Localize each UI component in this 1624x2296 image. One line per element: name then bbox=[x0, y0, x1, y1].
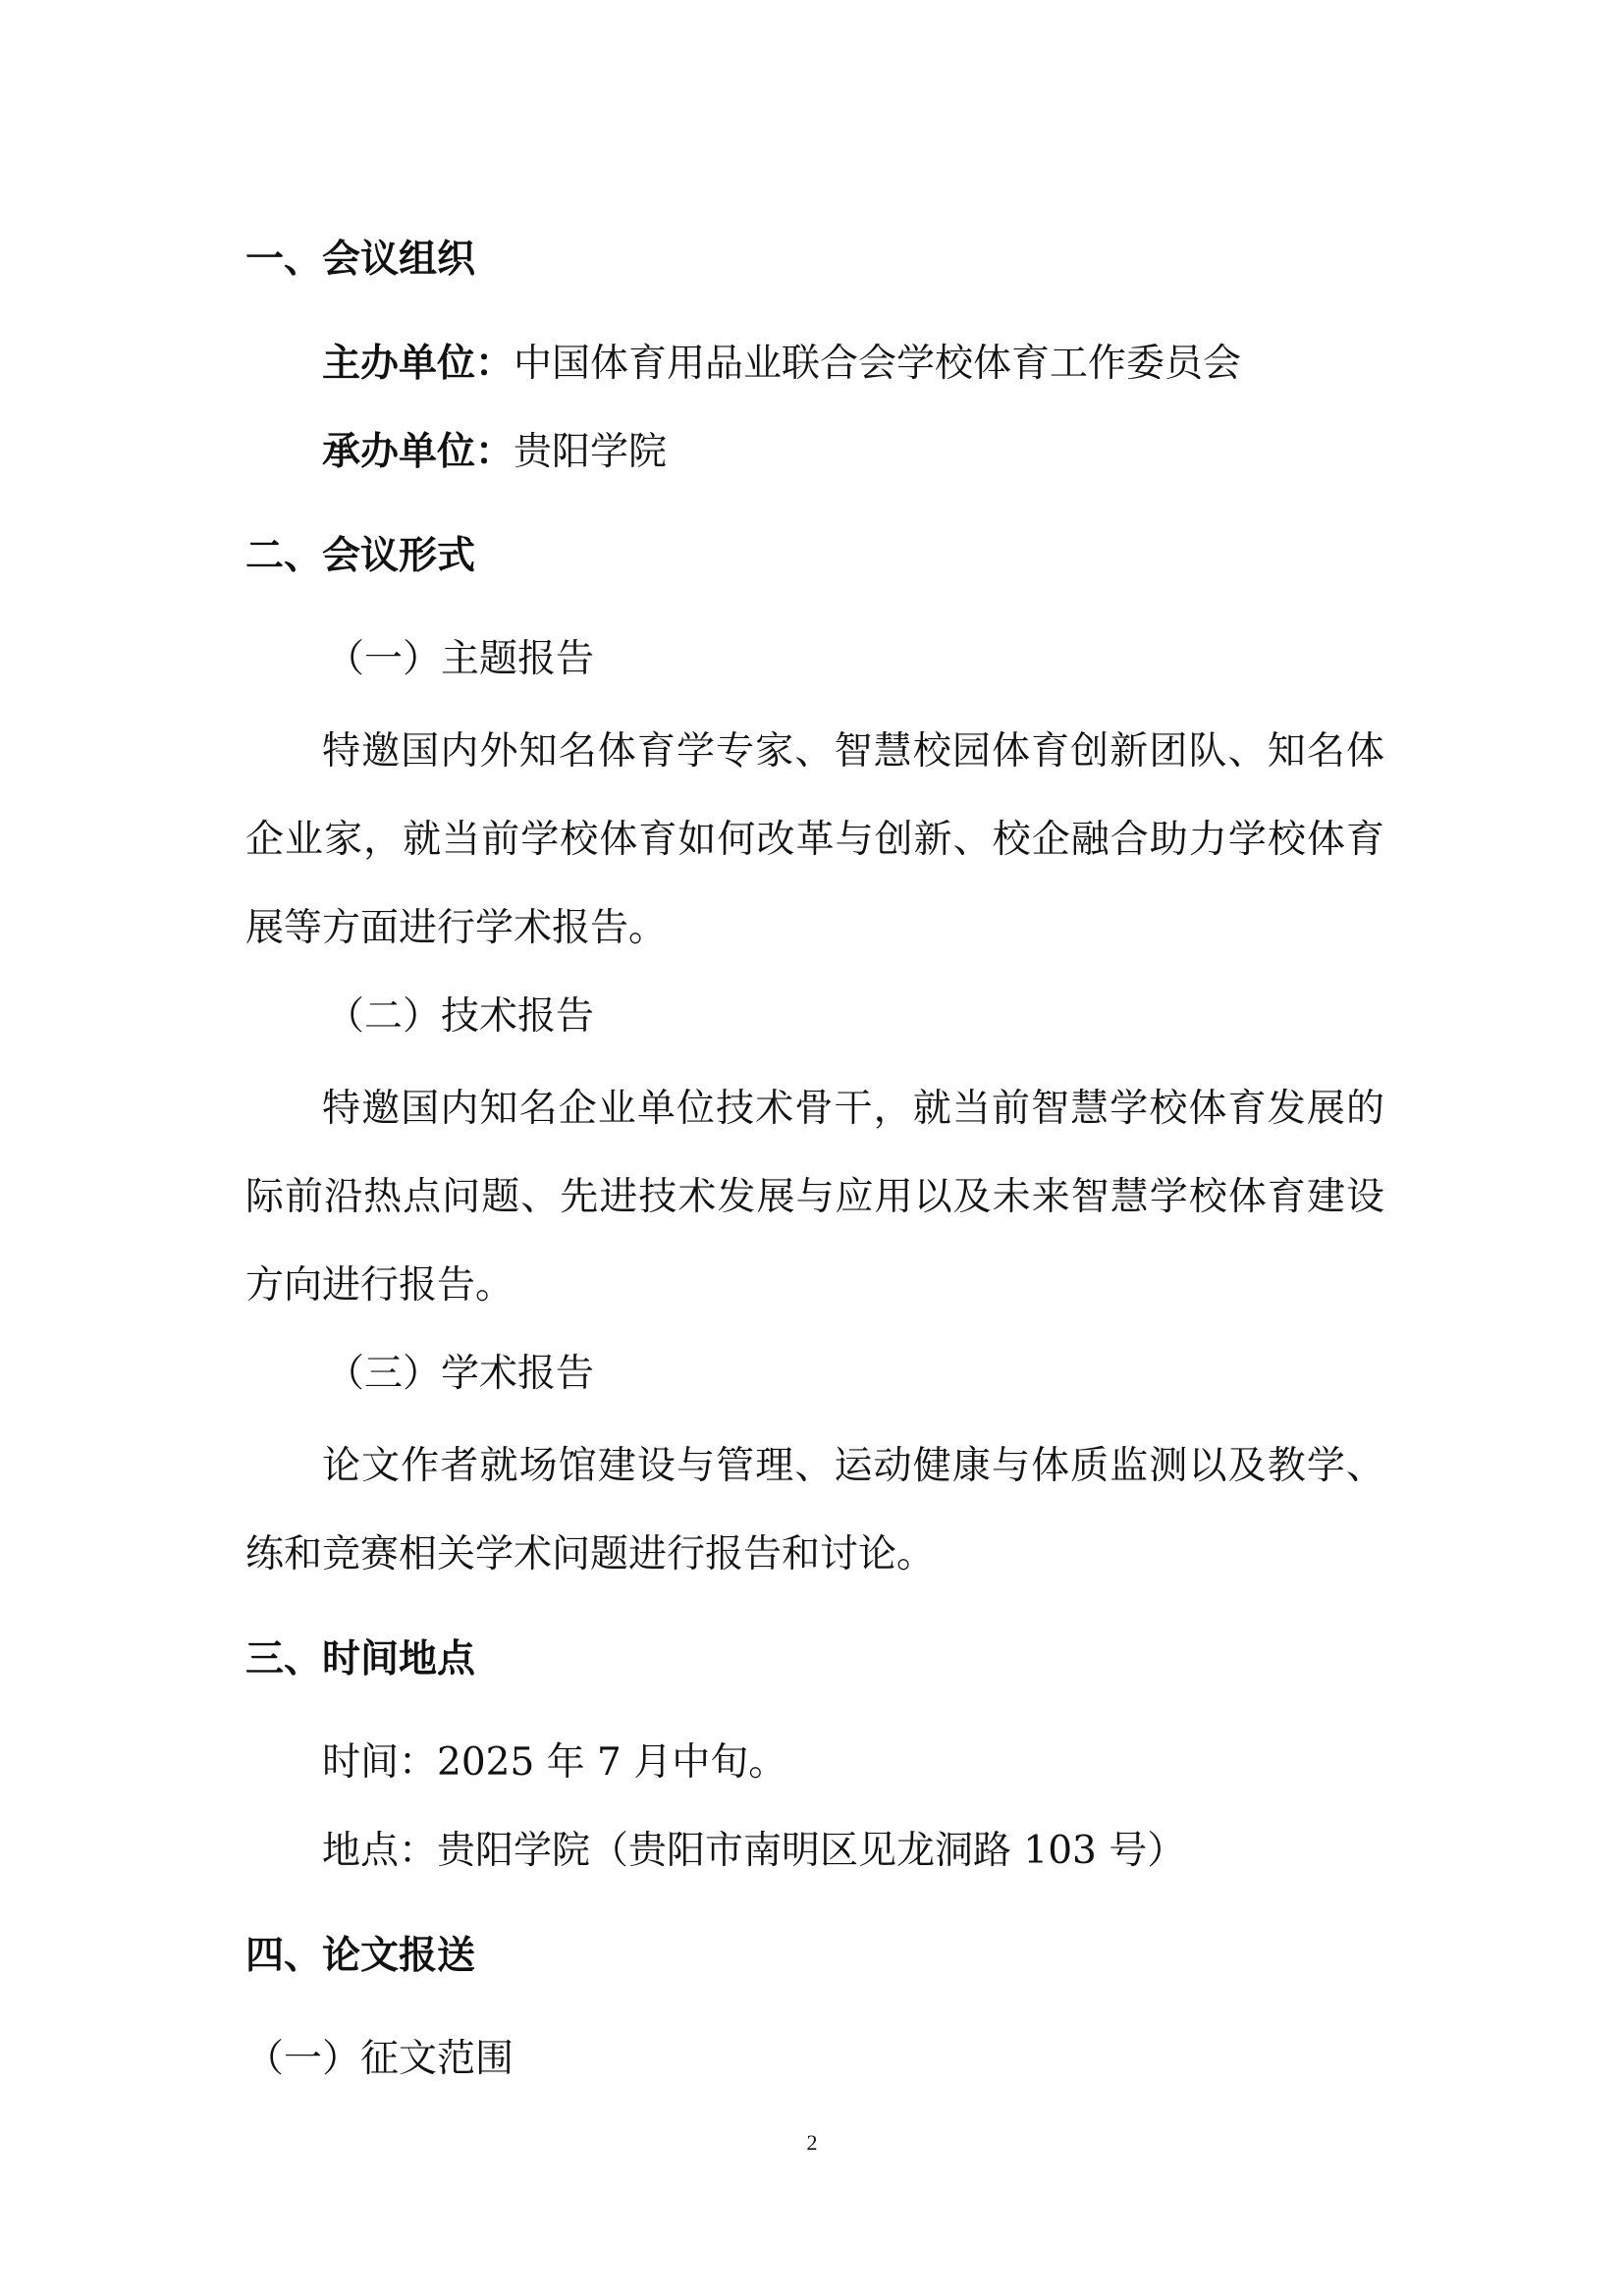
paragraph-academic-line-2: 练和竞赛相关学术问题进行报告和讨论。 bbox=[245, 1532, 936, 1576]
section-heading-format: 二、会议形式 bbox=[245, 533, 476, 578]
organizer-label: 主办单位： bbox=[322, 341, 514, 386]
host-label: 承办单位： bbox=[322, 429, 514, 474]
subheading-academic: （三）学术报告 bbox=[326, 1352, 595, 1396]
paragraph-keynote-line-1: 特邀国内外知名体育学专家、智慧校园体育创新团队、知名体 bbox=[322, 729, 1384, 774]
organizer-line bbox=[322, 334, 1241, 394]
section-heading-time-place: 三、时间地点 bbox=[245, 1636, 476, 1682]
subheading-keynote: （一）主题报告 bbox=[326, 637, 595, 681]
place-line: 地点：贵阳学院（贵阳市南明区见龙洞路 103 号） bbox=[322, 1829, 1186, 1873]
paragraph-technical-line-3: 方向进行报告。 bbox=[245, 1263, 514, 1308]
paragraph-academic-line-1: 论文作者就场馆建设与管理、运动健康与体质监测以及教学、 bbox=[322, 1444, 1384, 1488]
page-number: 2 bbox=[806, 2130, 818, 2155]
host-value: 贵阳学院 bbox=[514, 430, 668, 474]
subheading-technical: （二）技术报告 bbox=[326, 994, 595, 1039]
host-line bbox=[322, 422, 667, 482]
paragraph-technical-line-2: 际前沿热点问题、先进技术发展与应用以及未来智慧学校体育建设 bbox=[245, 1175, 1384, 1219]
section-heading-submission: 四、论文报送 bbox=[245, 1933, 476, 1978]
paragraph-technical-line-1: 特邀国内知名企业单位技术骨干，就当前智慧学校体育发展的 bbox=[322, 1087, 1384, 1131]
subheading-call-scope: （一）征文范围 bbox=[245, 2037, 514, 2081]
time-line: 时间：2025 年 7 月中旬。 bbox=[322, 1740, 787, 1785]
section-heading-organization: 一、会议组织 bbox=[245, 237, 476, 282]
organizer-value: 中国体育用品业联合会学校体育工作委员会 bbox=[514, 342, 1242, 386]
paragraph-keynote-line-3: 展等方面进行学术报告。 bbox=[245, 906, 668, 950]
paragraph-keynote-line-2: 企业家，就当前学校体育如何改革与创新、校企融合助力学校体育 bbox=[245, 818, 1384, 862]
